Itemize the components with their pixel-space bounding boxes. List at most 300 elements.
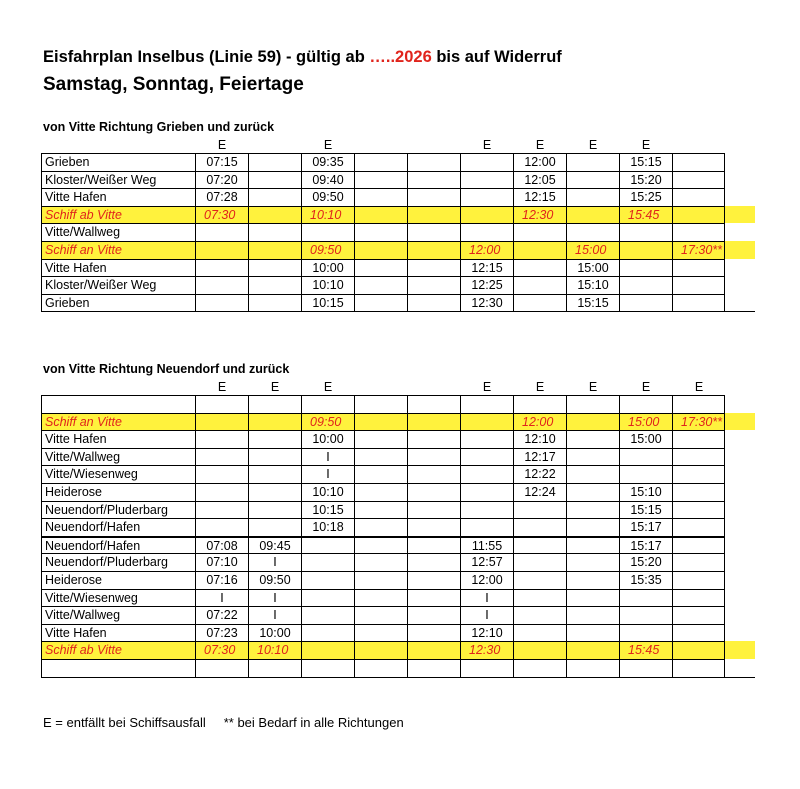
time-cell: [672, 259, 725, 277]
time-cell: [460, 501, 513, 519]
time-cell: [619, 659, 672, 677]
time-cell: [460, 659, 513, 677]
table-row: [41, 448, 755, 466]
e-mark: E: [323, 138, 333, 152]
time-cell: [301, 571, 354, 589]
time-cell: 12:05: [513, 171, 566, 189]
time-cell: [460, 448, 513, 466]
time-cell: [354, 606, 407, 624]
page-subtitle: Samstag, Sonntag, Feiertage: [43, 74, 304, 95]
time-cell: I: [248, 606, 301, 624]
time-cell: [513, 294, 566, 312]
time-cell: [248, 413, 301, 431]
time-cell: [248, 276, 301, 294]
time-cell: [460, 465, 513, 483]
time-cell: [672, 465, 725, 483]
time-cell: 15:00: [566, 259, 619, 277]
time-cell: I: [301, 465, 354, 483]
time-cell: I: [248, 553, 301, 571]
time-cell: [619, 624, 672, 642]
time-cell: [513, 624, 566, 642]
time-cell: [354, 413, 407, 431]
time-cell: [195, 241, 248, 259]
time-cell: 09:50: [301, 241, 354, 259]
time-cell: [513, 518, 566, 536]
title-prefix: Eisfahrplan Inselbus (Linie 59) - gültig ab: [43, 48, 370, 66]
time-cell: 15:20: [619, 171, 672, 189]
time-cell: 10:18: [301, 518, 354, 536]
time-cell: 07:20: [195, 171, 248, 189]
stop-name: Heiderose: [41, 483, 195, 501]
time-cell: [672, 171, 725, 189]
time-cell: [566, 624, 619, 642]
time-cell: [354, 518, 407, 536]
time-cell: 15:15: [619, 153, 672, 171]
time-cell: 09:50: [248, 571, 301, 589]
time-cell: [566, 641, 619, 659]
table-row: [41, 465, 755, 483]
time-cell: [248, 395, 301, 413]
time-cell: 10:10: [301, 483, 354, 501]
time-cell: [513, 571, 566, 589]
time-cell: 12:10: [460, 624, 513, 642]
time-cell: 11:55: [460, 536, 513, 554]
time-cell: [672, 206, 725, 224]
e-mark: E: [217, 380, 227, 394]
time-cell: [566, 395, 619, 413]
stop-name: Schiff ab Vitte: [41, 206, 195, 224]
time-cell: [672, 606, 725, 624]
stop-name: Vitte/Wallweg: [41, 606, 195, 624]
time-cell: [460, 188, 513, 206]
time-cell: [354, 659, 407, 677]
time-cell: 10:15: [301, 501, 354, 519]
time-cell: [354, 395, 407, 413]
e-mark: E: [270, 380, 280, 394]
e-mark: E: [641, 138, 651, 152]
time-cell: 07:15: [195, 153, 248, 171]
time-cell: [407, 553, 460, 571]
time-cell: [619, 276, 672, 294]
time-cell: [672, 395, 725, 413]
time-cell: [407, 518, 460, 536]
time-cell: [407, 641, 460, 659]
time-cell: [566, 448, 619, 466]
table-row: [41, 571, 755, 589]
time-cell: 15:45: [619, 206, 672, 224]
time-cell: 12:00: [460, 571, 513, 589]
e-mark: E: [217, 138, 227, 152]
stop-name: Grieben: [41, 294, 195, 312]
time-cell: [301, 624, 354, 642]
time-cell: [407, 395, 460, 413]
stop-name: Kloster/Weißer Weg: [41, 276, 195, 294]
timetable-neuendorf: [41, 380, 755, 678]
time-cell: I: [460, 606, 513, 624]
time-cell: 15:20: [619, 553, 672, 571]
time-cell: [566, 606, 619, 624]
time-cell: [672, 448, 725, 466]
time-cell: 12:57: [460, 553, 513, 571]
time-cell: 17:30**: [672, 413, 725, 431]
table-row: [41, 536, 755, 554]
time-cell: [460, 413, 513, 431]
table1-heading: von Vitte Richtung Grieben und zurück: [43, 120, 275, 134]
time-cell: [354, 553, 407, 571]
time-cell: [566, 553, 619, 571]
time-cell: 17:30**: [672, 241, 725, 259]
stop-name: Grieben: [41, 153, 195, 171]
time-cell: 15:35: [619, 571, 672, 589]
time-cell: 10:10: [301, 276, 354, 294]
time-cell: [195, 276, 248, 294]
time-cell: 12:25: [460, 276, 513, 294]
time-cell: [354, 483, 407, 501]
time-cell: [619, 448, 672, 466]
table2-heading: von Vitte Richtung Neuendorf und zurück: [43, 362, 290, 376]
time-cell: [407, 171, 460, 189]
time-cell: I: [195, 589, 248, 607]
time-cell: [354, 294, 407, 312]
time-cell: [513, 589, 566, 607]
time-cell: [566, 413, 619, 431]
time-cell: [566, 153, 619, 171]
time-cell: [248, 518, 301, 536]
time-cell: [672, 153, 725, 171]
time-cell: [354, 188, 407, 206]
time-cell: [513, 241, 566, 259]
time-cell: [407, 659, 460, 677]
time-cell: [407, 259, 460, 277]
time-cell: [248, 430, 301, 448]
time-cell: 09:40: [301, 171, 354, 189]
time-cell: 07:16: [195, 571, 248, 589]
time-cell: [672, 483, 725, 501]
time-cell: [301, 536, 354, 554]
time-cell: [301, 589, 354, 607]
time-cell: [460, 171, 513, 189]
time-cell: 12:15: [460, 259, 513, 277]
time-cell: [513, 395, 566, 413]
time-cell: [248, 206, 301, 224]
time-cell: 10:00: [248, 624, 301, 642]
time-cell: 12:00: [513, 413, 566, 431]
time-cell: [513, 259, 566, 277]
stop-name: Neuendorf/Hafen: [41, 536, 195, 554]
table-row: [41, 624, 755, 642]
table-row: [41, 294, 755, 313]
time-cell: [195, 501, 248, 519]
table-row: [41, 188, 755, 206]
e-mark: E: [482, 380, 492, 394]
stop-name: Vitte Hafen: [41, 624, 195, 642]
time-cell: [672, 641, 725, 659]
time-cell: [407, 606, 460, 624]
time-cell: [354, 501, 407, 519]
time-cell: [407, 589, 460, 607]
time-cell: 12:15: [513, 188, 566, 206]
table-row: [41, 153, 755, 171]
time-cell: [513, 641, 566, 659]
stop-name: Vitte/Wiesenweg: [41, 465, 195, 483]
time-cell: [619, 395, 672, 413]
time-cell: 09:50: [301, 413, 354, 431]
time-cell: [407, 206, 460, 224]
time-cell: [248, 153, 301, 171]
time-cell: [407, 241, 460, 259]
time-cell: I: [248, 589, 301, 607]
time-cell: [513, 606, 566, 624]
time-cell: [513, 553, 566, 571]
stop-name: Vitte/Wallweg: [41, 448, 195, 466]
time-cell: [619, 241, 672, 259]
time-cell: 15:15: [619, 501, 672, 519]
stop-name: Neuendorf/Pluderbarg: [41, 553, 195, 571]
time-cell: [248, 465, 301, 483]
time-cell: [354, 589, 407, 607]
time-cell: [566, 483, 619, 501]
time-cell: [354, 276, 407, 294]
time-cell: [195, 413, 248, 431]
time-cell: [248, 171, 301, 189]
time-cell: [354, 536, 407, 554]
time-cell: [566, 659, 619, 677]
time-cell: [460, 223, 513, 241]
time-cell: [460, 430, 513, 448]
time-cell: [513, 276, 566, 294]
time-cell: 12:10: [513, 430, 566, 448]
time-cell: 15:00: [619, 413, 672, 431]
time-cell: [354, 624, 407, 642]
time-cell: [407, 276, 460, 294]
stop-name: Vitte Hafen: [41, 259, 195, 277]
e-marks-row: [41, 380, 755, 395]
stop-name: Schiff an Vitte: [41, 241, 195, 259]
time-cell: [248, 483, 301, 501]
time-cell: 10:00: [301, 430, 354, 448]
time-cell: [301, 223, 354, 241]
time-cell: [672, 294, 725, 312]
legend-e: E = entfällt bei Schiffsausfall: [43, 715, 206, 730]
table-row: [41, 518, 755, 536]
time-cell: [407, 483, 460, 501]
time-cell: [672, 536, 725, 554]
time-cell: [248, 259, 301, 277]
time-cell: 09:35: [301, 153, 354, 171]
stop-name: Kloster/Weißer Weg: [41, 171, 195, 189]
time-cell: 07:22: [195, 606, 248, 624]
time-cell: [672, 223, 725, 241]
time-cell: [301, 553, 354, 571]
time-cell: [619, 259, 672, 277]
time-cell: I: [460, 589, 513, 607]
time-cell: [195, 259, 248, 277]
time-cell: [566, 206, 619, 224]
time-cell: [354, 259, 407, 277]
time-cell: [672, 571, 725, 589]
title-suffix: bis auf Widerruf: [431, 48, 562, 66]
time-cell: [566, 536, 619, 554]
time-cell: [195, 223, 248, 241]
time-cell: [354, 448, 407, 466]
stop-name: [41, 395, 195, 413]
time-cell: [460, 518, 513, 536]
stop-name: Schiff an Vitte: [41, 413, 195, 431]
time-cell: [248, 501, 301, 519]
time-cell: [195, 465, 248, 483]
time-cell: [407, 430, 460, 448]
time-cell: [248, 241, 301, 259]
time-cell: [195, 448, 248, 466]
time-cell: [301, 395, 354, 413]
time-cell: [566, 518, 619, 536]
e-marks-row: [41, 138, 755, 153]
time-cell: [619, 606, 672, 624]
table-row: [41, 606, 755, 624]
time-cell: [195, 430, 248, 448]
time-cell: [407, 536, 460, 554]
time-cell: 09:50: [301, 188, 354, 206]
time-cell: [301, 606, 354, 624]
time-cell: [566, 171, 619, 189]
time-cell: [407, 501, 460, 519]
e-mark: E: [641, 380, 651, 394]
time-cell: 07:28: [195, 188, 248, 206]
time-cell: [354, 171, 407, 189]
time-cell: [248, 294, 301, 312]
time-cell: [460, 395, 513, 413]
stop-name: Vitte/Wiesenweg: [41, 589, 195, 607]
table-row: [41, 206, 755, 224]
time-cell: [407, 294, 460, 312]
time-cell: 15:00: [566, 241, 619, 259]
time-cell: [460, 153, 513, 171]
table-row: [41, 259, 755, 277]
time-cell: 12:30: [513, 206, 566, 224]
stop-name: Vitte Hafen: [41, 430, 195, 448]
e-mark: E: [482, 138, 492, 152]
time-cell: [354, 571, 407, 589]
time-cell: 12:30: [460, 641, 513, 659]
stop-name: Neuendorf/Hafen: [41, 518, 195, 536]
time-cell: [672, 589, 725, 607]
e-mark: E: [535, 380, 545, 394]
page-title: [43, 48, 562, 67]
legend: [43, 715, 404, 730]
time-cell: [354, 430, 407, 448]
time-cell: 15:10: [619, 483, 672, 501]
time-cell: [619, 294, 672, 312]
time-cell: [407, 223, 460, 241]
time-cell: 09:45: [248, 536, 301, 554]
table-row: [41, 276, 755, 294]
time-cell: [460, 483, 513, 501]
time-cell: [354, 641, 407, 659]
time-cell: [407, 413, 460, 431]
time-cell: [407, 153, 460, 171]
time-cell: 10:15: [301, 294, 354, 312]
time-cell: 15:00: [619, 430, 672, 448]
table-row: [41, 241, 755, 259]
stop-name: [41, 659, 195, 677]
e-mark: E: [535, 138, 545, 152]
table-row: [41, 395, 755, 413]
time-cell: 12:22: [513, 465, 566, 483]
time-cell: 15:17: [619, 536, 672, 554]
time-cell: [672, 430, 725, 448]
time-cell: [407, 624, 460, 642]
time-cell: [248, 659, 301, 677]
time-cell: [566, 430, 619, 448]
time-cell: 07:23: [195, 624, 248, 642]
table-row: [41, 483, 755, 501]
time-cell: [513, 536, 566, 554]
time-cell: 10:00: [301, 259, 354, 277]
time-cell: 12:30: [460, 294, 513, 312]
time-cell: [672, 518, 725, 536]
time-cell: [354, 206, 407, 224]
time-cell: I: [301, 448, 354, 466]
time-cell: [195, 483, 248, 501]
legend-star: ** bei Bedarf in alle Richtungen: [223, 715, 404, 730]
time-cell: [195, 395, 248, 413]
table-row: [41, 413, 755, 431]
time-cell: 12:00: [513, 153, 566, 171]
time-cell: [195, 659, 248, 677]
time-cell: [672, 188, 725, 206]
time-cell: [566, 571, 619, 589]
time-cell: 10:10: [248, 641, 301, 659]
time-cell: [672, 624, 725, 642]
time-cell: [672, 553, 725, 571]
stop-name: Vitte/Wallweg: [41, 223, 195, 241]
table-row: [41, 659, 755, 678]
time-cell: 07:30: [195, 641, 248, 659]
time-cell: [354, 465, 407, 483]
time-cell: [407, 188, 460, 206]
time-cell: [566, 589, 619, 607]
table-row: [41, 223, 755, 241]
table-row: [41, 501, 755, 519]
time-cell: [248, 223, 301, 241]
time-cell: [354, 223, 407, 241]
time-cell: [566, 223, 619, 241]
time-cell: [566, 501, 619, 519]
time-cell: [672, 501, 725, 519]
title-date: …..2026: [369, 48, 432, 66]
time-cell: [248, 188, 301, 206]
time-cell: 15:45: [619, 641, 672, 659]
time-cell: 07:30: [195, 206, 248, 224]
time-cell: 12:17: [513, 448, 566, 466]
time-cell: [619, 589, 672, 607]
e-mark: E: [588, 138, 598, 152]
time-cell: 12:00: [460, 241, 513, 259]
time-cell: 07:08: [195, 536, 248, 554]
time-cell: [407, 571, 460, 589]
table-row: [41, 641, 755, 659]
time-cell: [301, 641, 354, 659]
time-cell: 10:10: [301, 206, 354, 224]
time-cell: [566, 188, 619, 206]
time-cell: 15:25: [619, 188, 672, 206]
time-cell: [407, 465, 460, 483]
time-cell: [407, 448, 460, 466]
e-mark: E: [588, 380, 598, 394]
time-cell: [672, 276, 725, 294]
time-cell: 15:17: [619, 518, 672, 536]
time-cell: 15:15: [566, 294, 619, 312]
